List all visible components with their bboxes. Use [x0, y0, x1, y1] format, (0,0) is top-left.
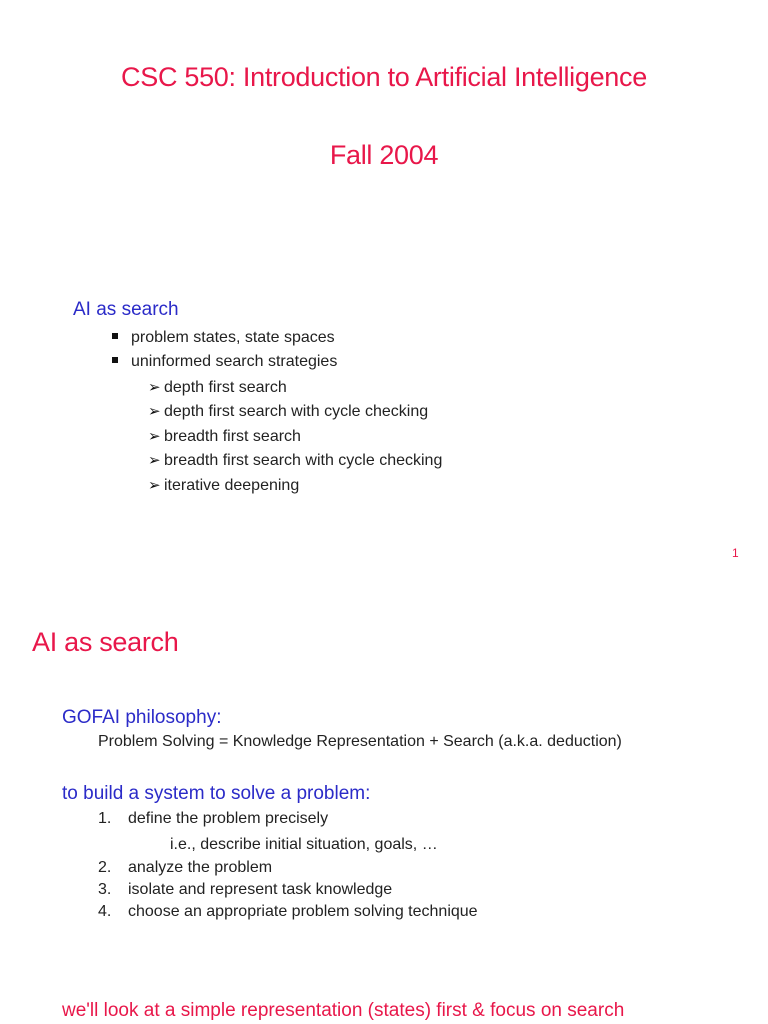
numbered-step [98, 859, 272, 877]
step-number: 4. [98, 903, 112, 920]
sub-bullet-text: iterative deepening [164, 477, 300, 494]
numbered-step [98, 881, 392, 899]
bullet-item [112, 353, 337, 371]
slide-2 [0, 580, 768, 1024]
sub-bullet-item [148, 476, 299, 495]
course-title: CSC 550: Introduction to Artificial Intelligence [121, 62, 647, 92]
numbered-step [98, 903, 478, 921]
bullet-text: uninformed search strategies [131, 353, 338, 370]
step-number: 3. [98, 881, 112, 898]
arrow-bullet-icon: ➢ [148, 428, 161, 445]
build-system-heading: to build a system to solve a problem: [62, 783, 371, 804]
step-text: define the problem precisely [128, 810, 329, 827]
sub-bullet-item [148, 451, 442, 470]
arrow-bullet-icon: ➢ [148, 477, 161, 494]
arrow-bullet-icon: ➢ [148, 452, 161, 469]
sub-bullet-item [148, 402, 428, 421]
numbered-step [98, 810, 328, 828]
sub-bullet-text: breadth first search with cycle checking [164, 452, 443, 469]
sub-bullet-text: depth first search with cycle checking [164, 403, 429, 420]
gofai-heading: GOFAI philosophy: [62, 707, 222, 728]
step-detail: i.e., describe initial situation, goals, … [170, 836, 438, 853]
step-number: 1. [98, 810, 112, 827]
slide-title: AI as search [32, 627, 179, 657]
bullet-text: problem states, state spaces [131, 329, 335, 346]
semester-title: Fall 2004 [329, 140, 439, 170]
conclusion-text: we'll look at a simple representation (states) first & focus on search [62, 1000, 625, 1021]
step-text: analyze the problem [128, 859, 273, 876]
sub-bullet-text: depth first search [164, 379, 287, 396]
page-number: 1 [732, 546, 739, 560]
bullet-item [112, 329, 335, 347]
square-bullet-icon [112, 333, 118, 339]
sub-bullet-item [148, 427, 301, 446]
step-text: isolate and represent task knowledge [128, 881, 393, 898]
gofai-definition: Problem Solving = Knowledge Representation + Search (a.k.a. deduction) [98, 733, 622, 750]
section-heading: AI as search [73, 299, 179, 320]
sub-bullet-item [148, 378, 287, 397]
sub-bullet-text: breadth first search [164, 428, 301, 445]
square-bullet-icon [112, 357, 118, 363]
arrow-bullet-icon: ➢ [148, 403, 161, 420]
arrow-bullet-icon: ➢ [148, 379, 161, 396]
step-text: choose an appropriate problem solving technique [128, 903, 478, 920]
step-number: 2. [98, 859, 112, 876]
